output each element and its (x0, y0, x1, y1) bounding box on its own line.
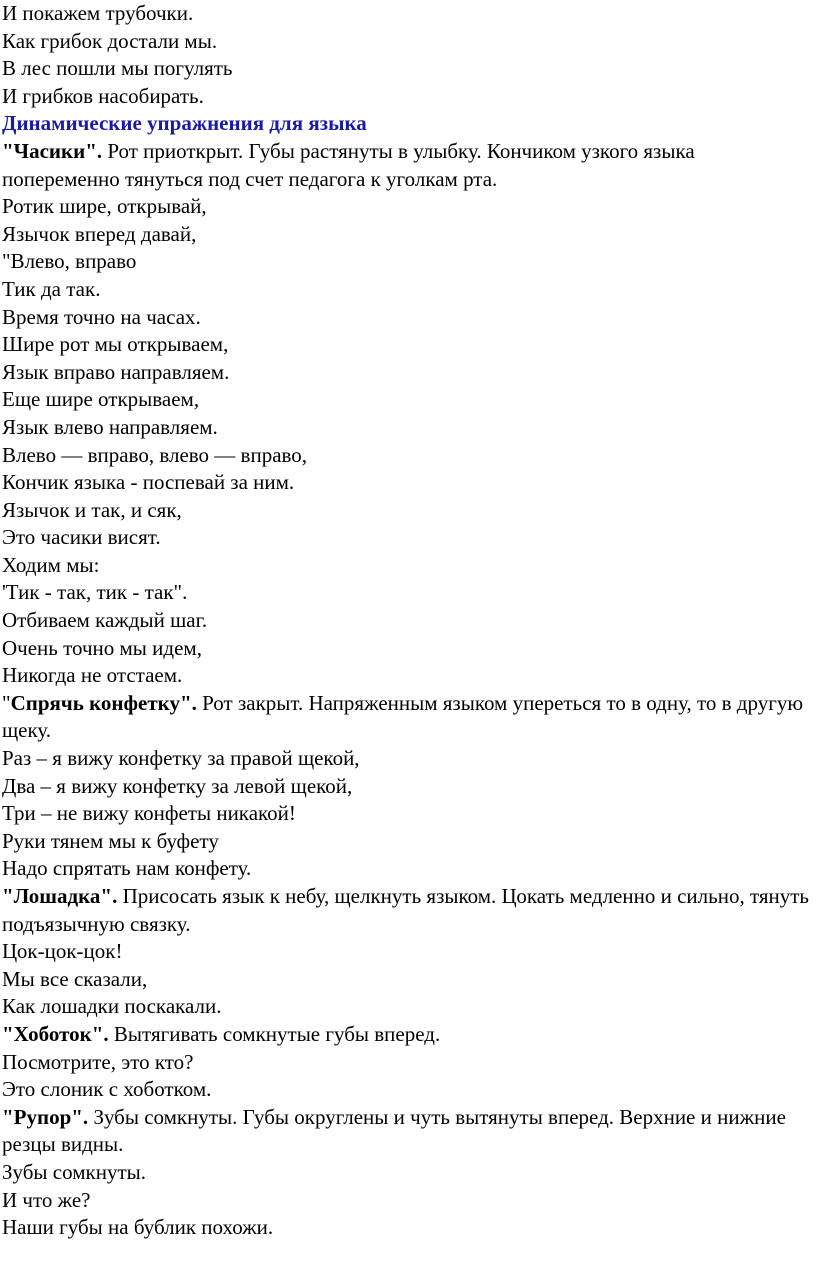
exercise-instructions: Рот закрыт. Напряженным языком упереться то в одну, то в другую щеку. (2, 690, 809, 743)
verse-line: Как лошадки поскакали. (2, 994, 222, 1019)
verse-line: Ходим мы: (2, 552, 100, 577)
exercise-description (2, 883, 815, 938)
verse-line: Как грибок достали мы. (2, 28, 218, 53)
exercise-description (2, 690, 812, 745)
exercise-description (2, 138, 812, 193)
verse-line: Отбиваем каждый шаг. (2, 608, 208, 633)
verse-line: Мы все сказали, (2, 966, 148, 991)
verse-line: И грибков насобирать. (2, 83, 204, 108)
verse-line: Язык вправо направляем. (2, 359, 230, 384)
exercise-instructions: Рот приоткрыт. Губы растянуты в улыбку. Кончиком узкого языка попеременно тянуться под счет педагога к уголкам рта. (2, 138, 700, 191)
verse-line: Еще шире открываем, (2, 387, 200, 412)
exercise-instructions: Зубы сомкнуты. Губы округлены и чуть вытянуты вперед. Верхние и нижние резцы видны. (2, 1104, 792, 1157)
exercise-prefix: " (2, 690, 11, 715)
verse-line: И что же? (2, 1187, 91, 1212)
exercise-title: "Лошадка". (2, 884, 118, 908)
exercise-hobotok (2, 1021, 812, 1104)
verse-line: Язык влево направляем. (2, 414, 218, 439)
exercise-instructions: Присосать язык к небу, щелкнуть языком. Цокать медленно и сильно, тянуть подъязычную связку. (2, 884, 815, 936)
verse-line: Это часики висят. (2, 525, 161, 550)
verse-line: "Влево, вправо (2, 249, 137, 274)
verse-line: Никогда не отстаем. (2, 663, 183, 688)
verse-line: Раз – я вижу конфетку за правой щекой, (2, 746, 360, 771)
exercise-instructions: Вытягивать сомкнутые губы вперед. (108, 1021, 441, 1046)
verse-line: Зубы сомкнуты. (2, 1159, 146, 1184)
verse-line: Надо спрятать нам конфету. (2, 856, 252, 881)
verse-line: Влево — вправо, влево — вправо, (2, 442, 308, 467)
verse-line: Тик да так. (2, 276, 101, 301)
exercise-title: "Рупор". (2, 1104, 89, 1129)
verse-line: И покажем трубочки. (2, 1, 194, 25)
section-heading: Динамические упражнения для языка (2, 111, 367, 136)
exercise-chasiki (2, 138, 812, 690)
verse-line: В лес пошли мы погулять (2, 56, 233, 81)
verse-line: Кончик языка - поспевай за ним. (2, 470, 295, 495)
verse-line: Очень точно мы идем, (2, 635, 202, 660)
verse-line: Шире рот мы открываем, (2, 332, 229, 357)
verse-line: Язычок вперед давай, (2, 221, 197, 246)
verse-line: Три – не вижу конфеты никакой! (2, 801, 296, 826)
verse-line: Наши губы на бублик похожи. (2, 1215, 274, 1240)
verse-line: Посмотрите, это кто? (2, 1049, 194, 1074)
exercise-title: "Хоботок". (2, 1021, 109, 1046)
verse-line: Цок-цок-цок! (2, 939, 123, 964)
verse-line: Ротик шире, открывай, (2, 194, 207, 219)
exercise-konfetka (2, 690, 812, 883)
exercise-rupor (2, 1104, 812, 1242)
intro-verse (2, 0, 812, 110)
verse-line: Язычок и так, и сяк, (2, 497, 182, 522)
verse-line: Руки тянем мы к буфету (2, 828, 219, 853)
verse-line: Два – я вижу конфетку за левой щекой, (2, 773, 353, 798)
verse-line: 'Тик - так, тик - так". (2, 580, 188, 605)
exercise-title: "Часики". (2, 138, 103, 163)
verse-line: Время точно на часах. (2, 304, 201, 329)
exercise-title: Спрячь конфетку". (10, 690, 197, 715)
exercise-description (2, 1021, 812, 1049)
verse-line: Это слоник с хоботком. (2, 1077, 212, 1102)
exercise-loshadka (2, 883, 815, 1021)
exercise-description (2, 1104, 812, 1159)
